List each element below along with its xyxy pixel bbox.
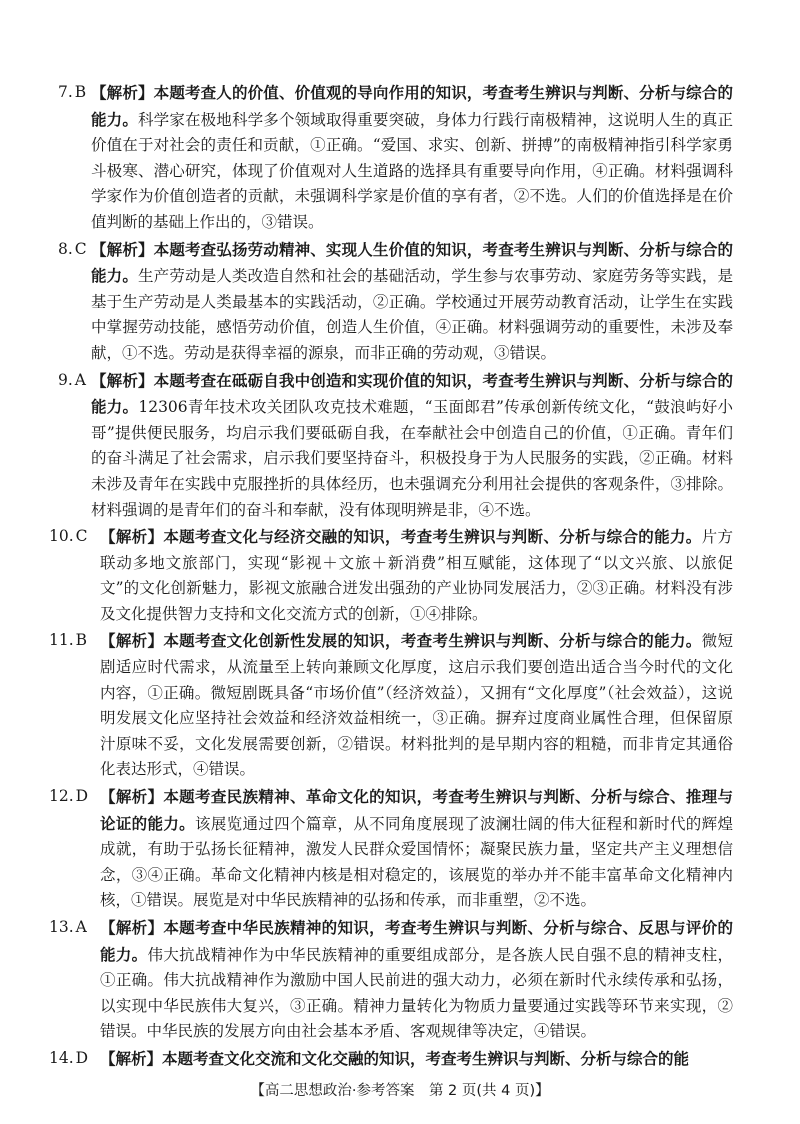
- analysis-body: 生产劳动是人类改造自然和社会的基础活动，学生参与农事劳动、家庭劳务等实践，是基于生产劳动是人类最基本的实践活动，②正确。学校通过开展劳动教育活动，让学生在实践中掌握劳动技能，感悟劳动价值，创造人生价值，④正确。材料强调劳动的重要性，未涉及奉献，①不选。劳动是获得幸福的源泉，而非正确的劳动观，③错误。: [91, 267, 733, 362]
- analysis-lead: 本题考查中华民族精神的知识，考查考生辨识与判断、分析与综合、反思与评价的能力。: [100, 918, 733, 964]
- question-number: 10. C: [49, 527, 88, 546]
- analysis-tag: 【解析】: [100, 787, 164, 807]
- question-number: 11. B: [49, 631, 88, 650]
- analysis-tag: 【解析】: [100, 527, 164, 547]
- answer-choice: A: [74, 370, 86, 389]
- analysis-lead: 本题考查人的价值、价值观的导向作用的知识，考查考生辨识与判断、分析与综合的能力。: [91, 83, 733, 129]
- analysis-body: 该展览通过四个篇章，从不同角度展现了波澜壮阔的伟大征程和新时代的辉煌成就，有助于弘扬长征精神，激发人民群众爱国情怀；凝聚民族力量，坚定共产主义理想信念，③④正确。革命文化精神内核是相对稳定的，该展览的举办并不能丰富革命文化精神内核，①错误。展览是对中华民族精神的弘扬和传承，而非重塑，②不选。: [100, 814, 733, 910]
- answer-choice: B: [74, 83, 87, 101]
- answer-choice: C: [74, 239, 87, 258]
- analysis-tag: 【解析】: [91, 370, 154, 390]
- answer-item-11: [49, 628, 733, 783]
- analysis-lead: 本题考查弘扬劳动精神、实现人生价值的知识，考查考生辨识与判断、分析与综合的能力。: [91, 239, 733, 286]
- question-number: 14. D: [49, 1048, 89, 1067]
- analysis-tag: 【解析】: [91, 83, 154, 102]
- page-footer: 【高二思想政治·参考答案 第 2 页(共 4 页)】: [250, 1083, 550, 1099]
- analysis-tag: 【解析】: [91, 239, 154, 259]
- answer-choice: D: [75, 787, 89, 806]
- answer-item-7: [58, 80, 733, 236]
- question-number: 12. D: [49, 787, 89, 806]
- answer-item-9: [58, 368, 733, 524]
- answer-choice: A: [75, 918, 87, 936]
- analysis-lead: 本题考查文化创新性发展的知识，考查考生辨识与判断、分析与综合的能力。: [163, 631, 702, 651]
- answer-choice: C: [75, 527, 88, 546]
- analysis-tag: 【解析】: [100, 918, 164, 937]
- answer-item-12: [49, 784, 733, 914]
- answer-item-10: [49, 524, 733, 627]
- answer-item-13: [49, 915, 733, 1045]
- analysis-tag: 【解析】: [100, 631, 164, 651]
- analysis-tag: 【解析】: [100, 1048, 163, 1068]
- question-number: 7. B: [58, 83, 87, 101]
- analysis-lead: 本题考查民族精神、革命文化的知识，考查考生辨识与判断、分析与综合、推理与论证的能力。: [100, 787, 733, 833]
- analysis-lead: 本题考查在砥砺自我中创造和实现价值的知识，考查考生辨识与判断、分析与综合的能力。: [91, 370, 733, 417]
- question-number: 9. A: [58, 370, 86, 389]
- analysis-lead: 本题考查文化与经济交融的知识，考查考生辨识与判断、分析与综合的能力。: [163, 527, 702, 547]
- answer-choice: D: [75, 1048, 89, 1067]
- answer-item-14: [49, 1046, 733, 1073]
- question-number: 13. A: [49, 918, 87, 936]
- answer-list: [49, 80, 733, 1074]
- analysis-body: 科学家在极地科学多个领域取得重要突破，身体力行践行南极精神，这说明人生的真正价值在于对社会的责任和贡献，①正确。“爱国、求实、创新、拼搏”的南极精神指引科学家勇斗极寒、潜心研究，体现了价值观对人生道路的选择具有重要导向作用，④正确。材料强调科学家作为价值创造者的贡献，未强调科学家是价值的享有者，②不选。人们的价值选择是在价值判断的基础上作出的，③错误。: [91, 110, 733, 231]
- analysis-lead: 本题考查文化交流和文化交融的知识，考查考生辨识与判断、分析与综合的能: [162, 1048, 690, 1068]
- analysis-body: 片方联动多地文旅部门，实现“影视＋文旅＋新消费”相互赋能，这体现了“以文兴旅、以旅促文”的文化创新魅力，影视文旅融合迸发出强劲的产业协同发展活力，②③正确。材料没有涉及文化提供智力支持和文化交流方式的创新，①④排除。: [100, 528, 733, 623]
- question-number: 8. C: [58, 239, 87, 258]
- analysis-body: 微短剧适应时代需求，从流量至上转向兼顾文化厚度，这启示我们要创造出适合当今时代的文化内容，①正确。微短剧既具备“市场价值”（经济效益），又拥有“文化厚度”（社会效益），这说明发展文化应坚持社会效益和经济效益相统一，③正确。摒弃过度商业属性合理，但保留原汁原味不妥，文化发展需要创新，②错误。材料批判的是早期内容的粗糙，而非肯定其通俗化表达形式，④错误。: [100, 632, 733, 779]
- analysis-body: 12306青年技术攻关团队攻克技术难题，“玉面郎君”传承创新传统文化，“鼓浪屿好小哥”提供便民服务，均启示我们要砥砺自我，在奉献社会中创造自己的价值，①正确。青年们的奋斗满足了社会需求，启示我们要坚持奋斗，积极投身于为人民服务的实践，②正确。材料未涉及青年在实践中克服挫折的具体经历，也未强调充分利用社会提供的客观条件，③排除。材料强调的是青年们的奋斗和奉献，没有体现明辨是非，④不选。: [91, 398, 733, 519]
- answer-item-8: [58, 237, 733, 367]
- answer-choice: B: [75, 631, 88, 650]
- analysis-body: 伟大抗战精神作为中华民族精神的重要组成部分，是各族人民自强不息的精神支柱，①正确。伟大抗战精神作为激励中国人民前进的强大动力，必须在新时代永续传承和弘扬，以实现中华民族伟大复兴，③正确。精神力量转化为物质力量要通过实践等环节来实现，②错误。中华民族的发展方向由社会基本矛盾、客观规律等决定，④错误。: [100, 945, 733, 1041]
